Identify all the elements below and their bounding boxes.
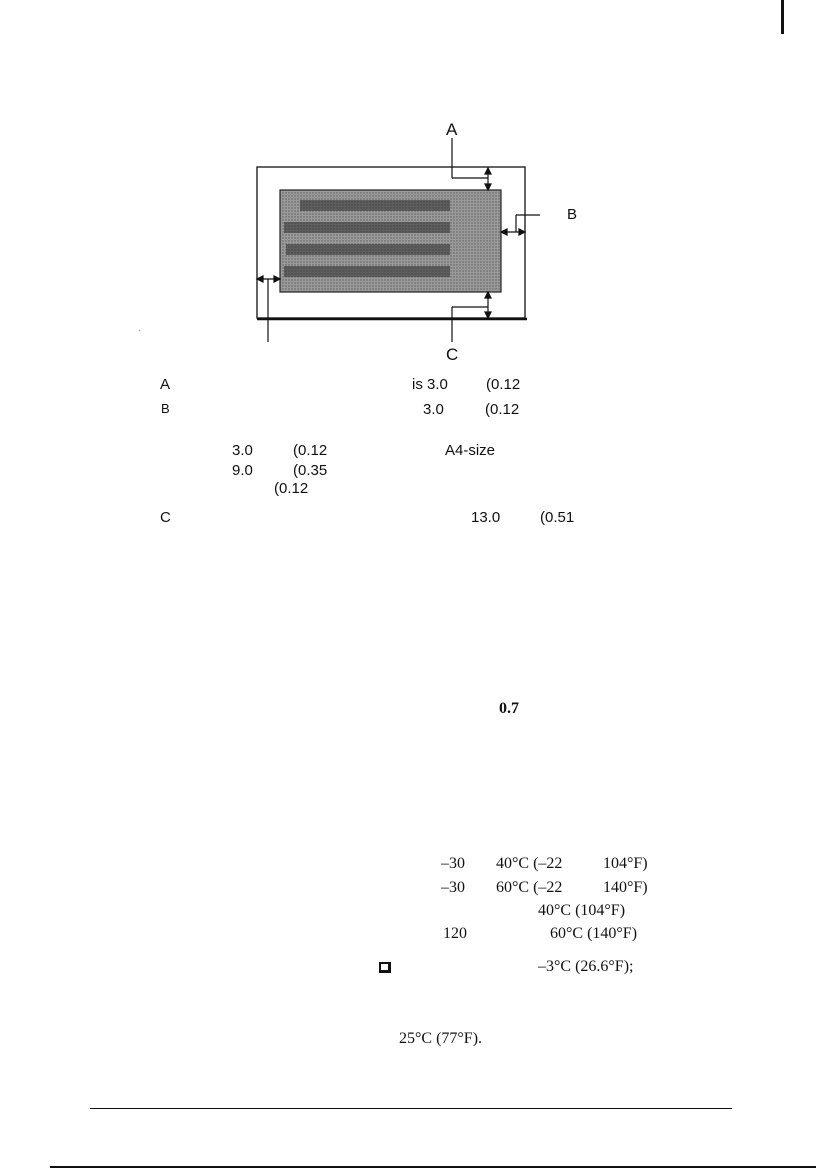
spec-hours: 120 — [443, 925, 467, 942]
label-margin-diagram — [0, 0, 816, 380]
note-b-value: 3.0 — [423, 401, 444, 418]
dimension-c — [452, 292, 491, 342]
dimension-left — [257, 276, 280, 342]
spec-max-temp-2: 60°C (140°F) — [550, 925, 638, 942]
note-c-value: 13.0 — [471, 509, 501, 526]
spec-operation-high: 40°C (–22 — [496, 855, 563, 872]
spec-max-temp-1: 40°C (104°F) — [538, 902, 626, 919]
note-checkbox-icon — [379, 962, 391, 973]
note-a-letter: A — [160, 376, 171, 393]
note-left3-inches: (0.12 — [274, 480, 309, 497]
dimension-b — [501, 215, 540, 235]
note-left2-inches: (0.35 — [293, 462, 328, 479]
diagram-label-b: B — [567, 206, 578, 223]
note-c-letter: C — [160, 509, 171, 526]
footer-divider — [90, 1108, 732, 1109]
note-left1-inches: (0.12 — [293, 442, 328, 459]
note-left1-paper: A4-size — [445, 442, 496, 459]
spec-freeze-temp: –3°C (26.6°F); — [538, 958, 634, 975]
note-a-inches: (0.12 — [486, 376, 521, 393]
note-a-value: is 3.0 — [412, 376, 448, 393]
note-b-letter: B — [161, 401, 170, 416]
spec-operation-f: 104°F) — [603, 855, 648, 872]
note-left2-value: 9.0 — [232, 462, 253, 479]
spec-storage-f: 140°F) — [603, 879, 648, 896]
note-c-inches: (0.51 — [540, 509, 575, 526]
spec-operation-low: –30 — [441, 855, 465, 872]
spec-room-temp: 25°C (77°F). — [399, 1030, 483, 1047]
dimension-a — [452, 138, 491, 190]
spec-storage-low: –30 — [441, 879, 465, 896]
spec-thickness: 0.7 — [499, 700, 519, 717]
spec-storage-high: 60°C (–22 — [496, 879, 563, 896]
diagram-label-c: C — [446, 345, 459, 364]
diagram-label-a: A — [446, 120, 458, 139]
page-bottom-rule — [50, 1166, 816, 1168]
note-left1-value: 3.0 — [232, 442, 253, 459]
note-b-inches: (0.12 — [485, 401, 520, 418]
